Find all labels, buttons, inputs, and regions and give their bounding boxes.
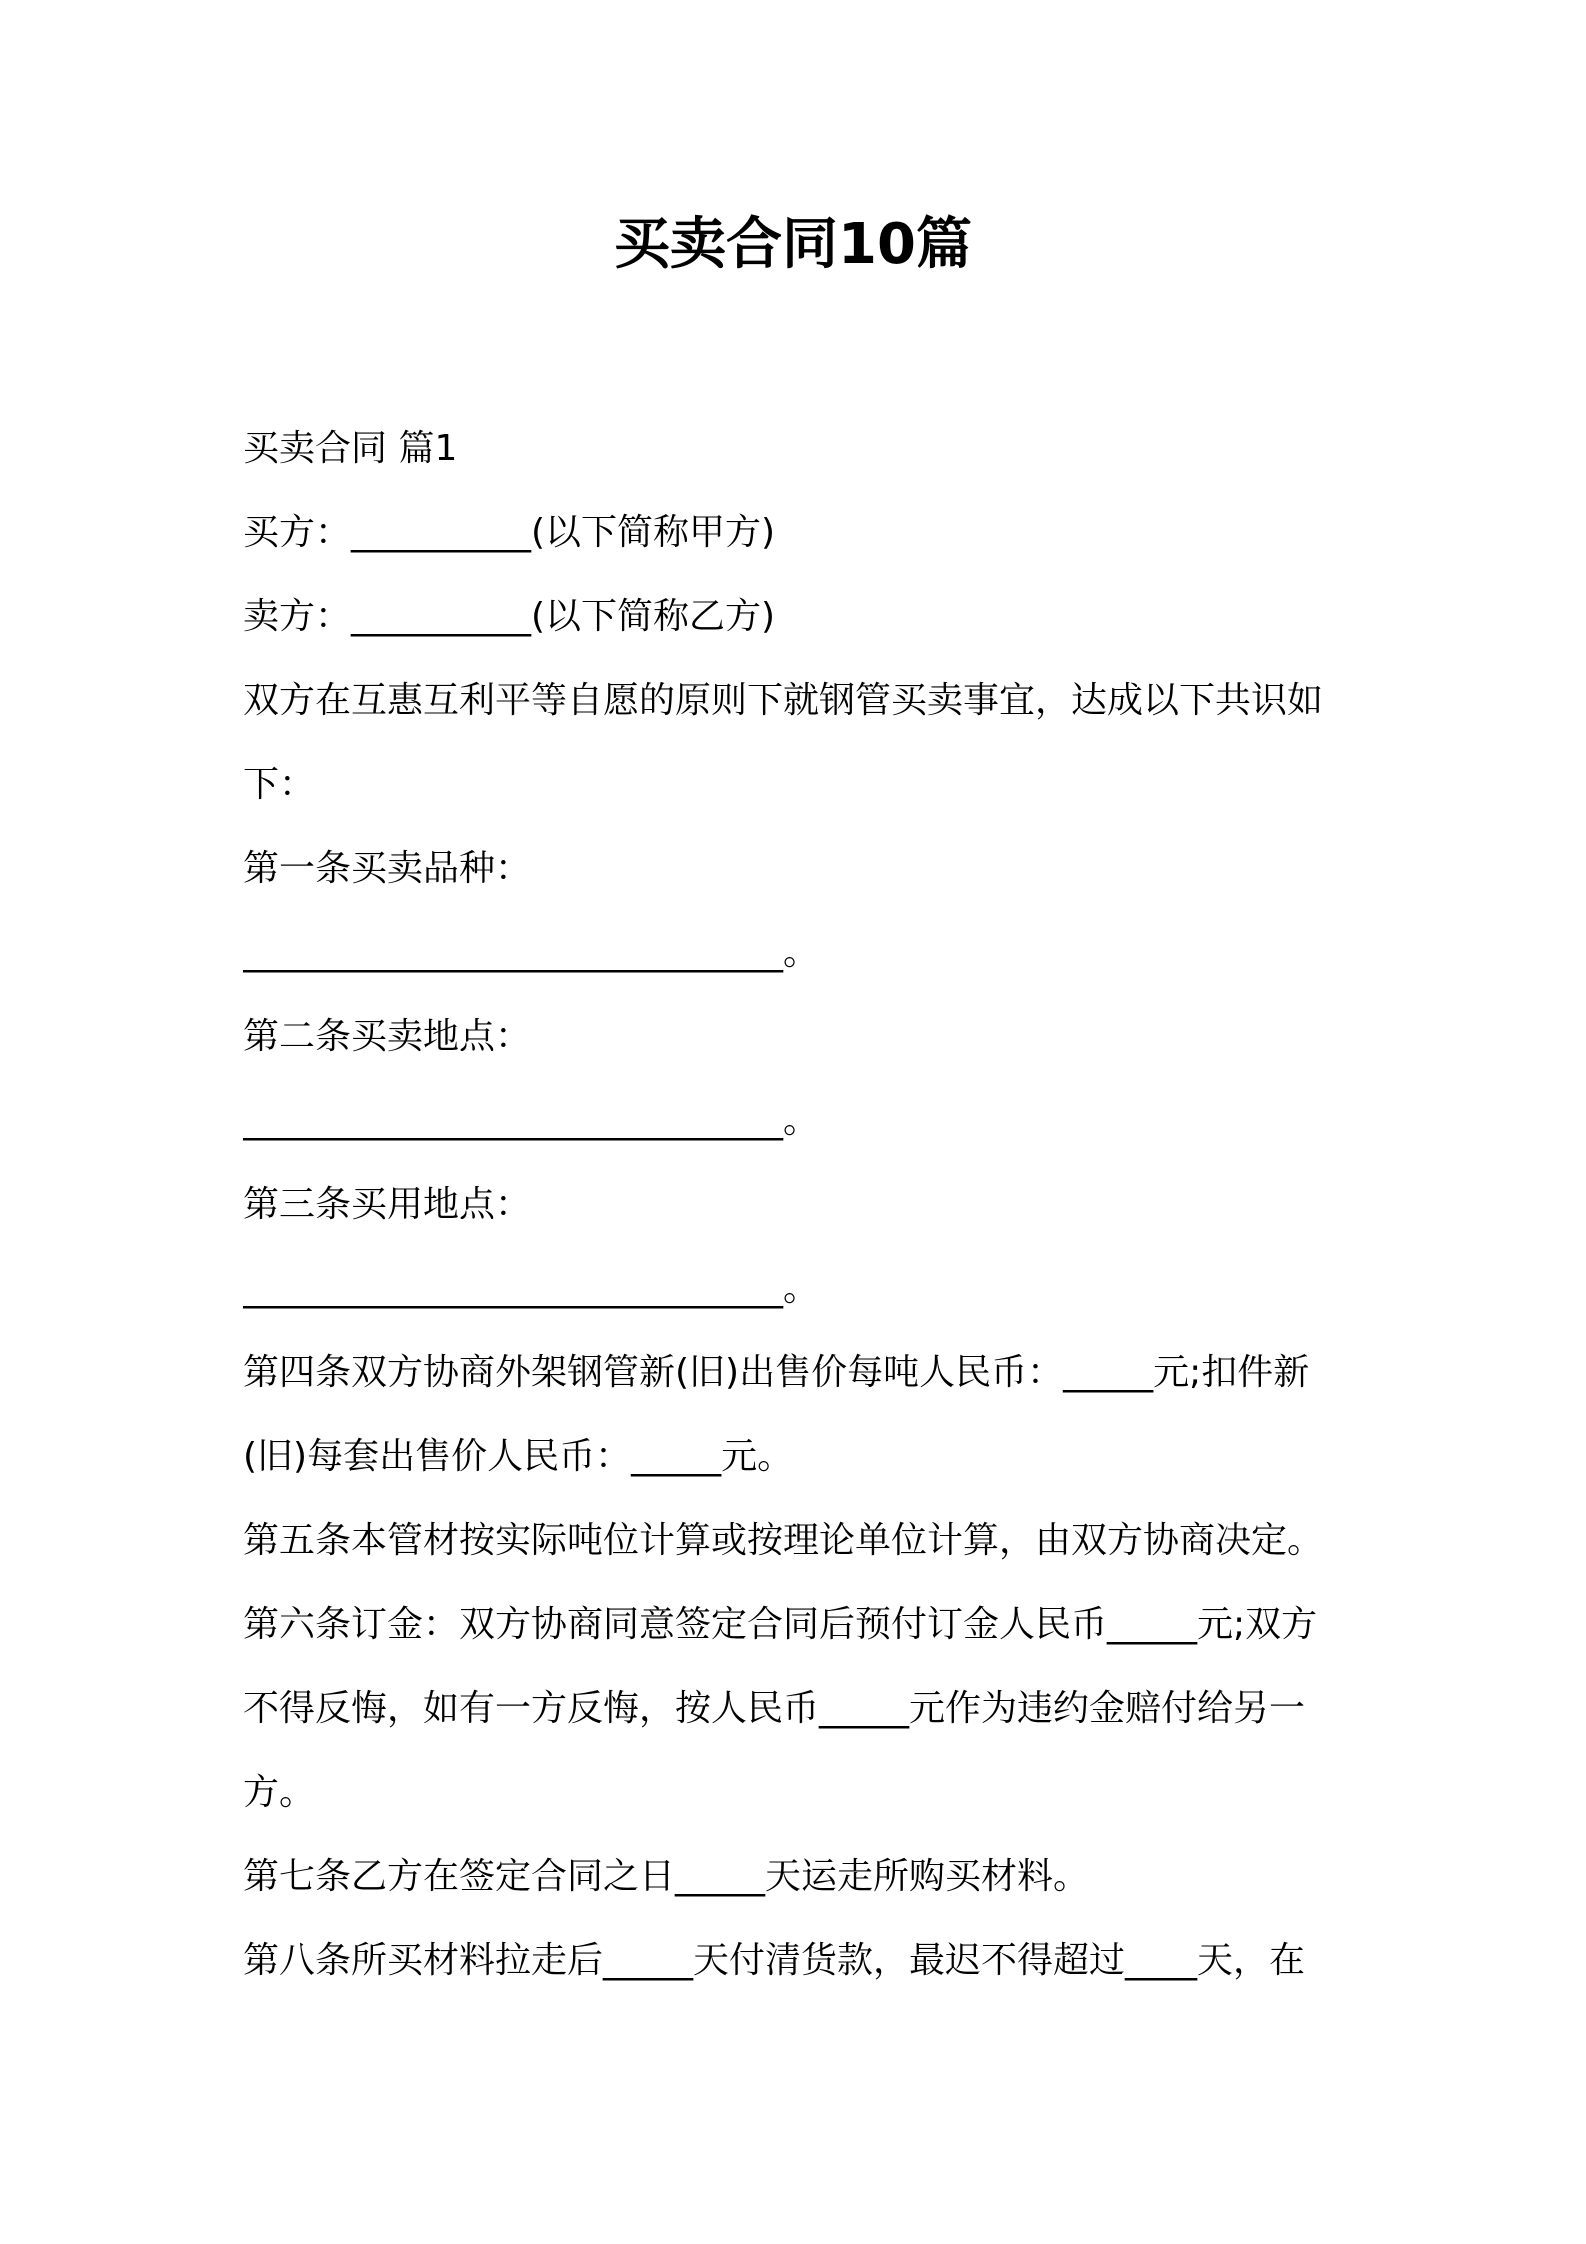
article-6-line: 第六条订金：双方协商同意签定合同后预付订金人民币_____元;双方 <box>243 1604 1318 1645</box>
article-4-line-continued: (旧)每套出售价人民币：_____元。 <box>243 1436 794 1477</box>
buyer-line: 买方：__________(以下简称甲方) <box>243 512 776 553</box>
article-2-blank: ______________________________。 <box>243 1100 819 1141</box>
seller-line: 卖方：__________(以下简称乙方) <box>243 596 776 637</box>
intro-line-continued: 下： <box>243 764 316 805</box>
article-2-line: 第二条买卖地点： <box>243 1016 532 1057</box>
article-1-blank: ______________________________。 <box>243 932 819 973</box>
document-title: 买卖合同10篇 <box>614 212 972 277</box>
intro-line: 双方在互惠互利平等自愿的原则下就钢管买卖事宜，达成以下共识如 <box>243 680 1324 721</box>
article-8-line: 第八条所买材料拉走后_____天付清货款，最迟不得超过____天，在 <box>243 1940 1306 1981</box>
article-6-line-continued: 不得反悔，如有一方反悔，按人民币_____元作为违约金赔付给另一 <box>243 1688 1306 1729</box>
document-body <box>243 407 1363 2003</box>
article-3-line: 第三条买用地点： <box>243 1184 532 1225</box>
section-heading: 买卖合同 篇1 <box>243 428 458 469</box>
article-1-line: 第一条买卖品种： <box>243 848 532 889</box>
article-6-line-end: 方。 <box>243 1772 316 1813</box>
article-5-line: 第五条本管材按实际吨位计算或按理论单位计算，由双方协商决定。 <box>243 1520 1324 1561</box>
article-3-blank: ______________________________。 <box>243 1268 819 1309</box>
article-4-line: 第四条双方协商外架钢管新(旧)出售价每吨人民币：_____元;扣件新 <box>243 1352 1310 1393</box>
article-7-line: 第七条乙方在签定合同之日_____天运走所购买材料。 <box>243 1856 1090 1897</box>
